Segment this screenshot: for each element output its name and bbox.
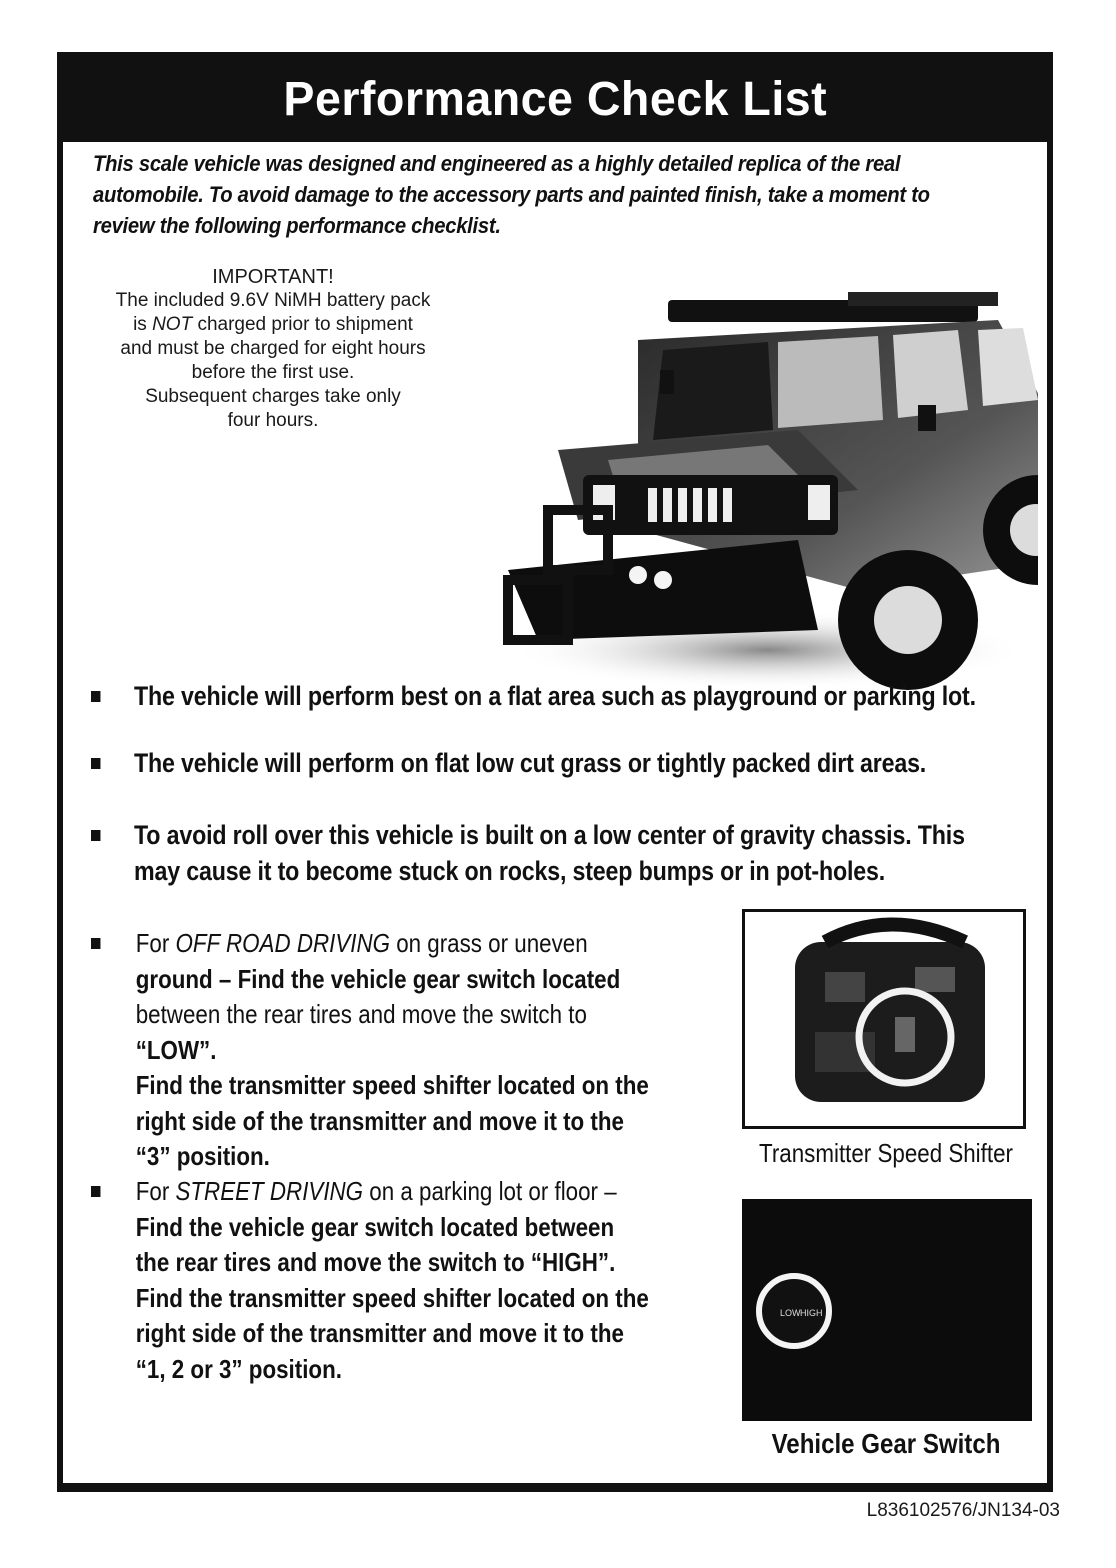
vehicle-photo	[438, 230, 1038, 700]
street-line: right side of the transmitter and move it to the	[135, 1318, 624, 1348]
list-item	[91, 745, 926, 781]
text: on grass or uneven	[389, 928, 588, 958]
important-line: and must be charged for eight hours	[120, 338, 426, 359]
gear-switch-icon	[742, 1199, 1032, 1421]
important-text: is	[133, 314, 153, 335]
street-label: STREET DRIVING	[175, 1176, 364, 1206]
text: on a parking lot or floor –	[363, 1176, 617, 1206]
page-title: Performance Check List	[283, 73, 827, 126]
off-road-line: “LOW”.	[135, 1034, 217, 1065]
bullet-square-icon	[91, 938, 100, 949]
important-emphasis: NOT	[152, 314, 193, 335]
important-line: The included 9.6V NiMH battery pack	[115, 290, 431, 311]
list-item-text: may cause it to become stuck on rocks, steep bumps or in pot-holes.	[134, 856, 886, 886]
bullet-square-icon	[91, 691, 100, 702]
gear-low-label: LOW	[780, 1308, 801, 1318]
transmitter-icon	[745, 912, 1023, 1126]
street-line: “1, 2 or 3” position.	[135, 1353, 342, 1384]
important-line: four hours.	[227, 410, 319, 431]
important-line: before the first use.	[191, 362, 355, 383]
list-item	[91, 678, 976, 714]
off-road-line: “3” position.	[135, 1141, 270, 1171]
off-road-line: ground – Find the vehicle gear switch located	[135, 963, 621, 994]
gear-high-label: HIGH	[800, 1308, 823, 1318]
off-road-line: between the rear tires and move the switch to	[135, 999, 587, 1029]
list-item	[91, 817, 965, 889]
street-line	[136, 1174, 745, 1210]
title-bar	[63, 58, 1047, 142]
street-instructions	[91, 1174, 745, 1387]
list-item-text: The vehicle will perform on flat low cut grass or tightly packed dirt areas.	[134, 748, 927, 778]
street-line: Find the transmitter speed shifter located on the	[135, 1282, 649, 1313]
gear-switch-caption: Vehicle Gear Switch	[771, 1428, 1001, 1459]
off-road-line: Find the transmitter speed shifter located on the	[135, 1070, 649, 1100]
document-id: L836102576/JN134-03	[866, 1500, 1060, 1521]
list-item-text: To avoid roll over this vehicle is built on a low center of gravity chassis. This	[134, 820, 965, 850]
important-heading: IMPORTANT!	[212, 266, 334, 288]
important-note	[83, 265, 463, 433]
transmitter-photo	[742, 909, 1026, 1129]
off-road-line	[136, 926, 745, 962]
text: For	[135, 1176, 176, 1206]
bullet-square-icon	[91, 830, 100, 841]
street-line: the rear tires and move the switch to “HIGH”.	[135, 1247, 616, 1277]
important-line	[83, 313, 463, 337]
off-road-line: right side of the transmitter and move it to the	[135, 1105, 624, 1136]
gear-switch-photo	[742, 1199, 1032, 1421]
bullet-square-icon	[91, 1186, 100, 1197]
bullet-square-icon	[91, 758, 100, 769]
list-item-text: The vehicle will perform best on a flat area such as playground or parking lot.	[134, 681, 976, 711]
off-road-instructions	[91, 926, 745, 1175]
intro-paragraph: This scale vehicle was designed and engineered as a highly detailed replica of the real automobile. To avoid damage to the accessory parts and painted finish, take a moment to review the following performance checklist.	[93, 151, 930, 238]
transmitter-caption: Transmitter Speed Shifter	[759, 1138, 1013, 1168]
text: For	[135, 928, 176, 958]
street-line: Find the vehicle gear switch located between	[135, 1211, 615, 1242]
off-road-label: OFF ROAD DRIVING	[175, 928, 390, 958]
page-frame	[57, 52, 1053, 1492]
important-line: Subsequent charges take only	[145, 386, 401, 407]
important-text: charged prior to shipment	[192, 314, 413, 335]
